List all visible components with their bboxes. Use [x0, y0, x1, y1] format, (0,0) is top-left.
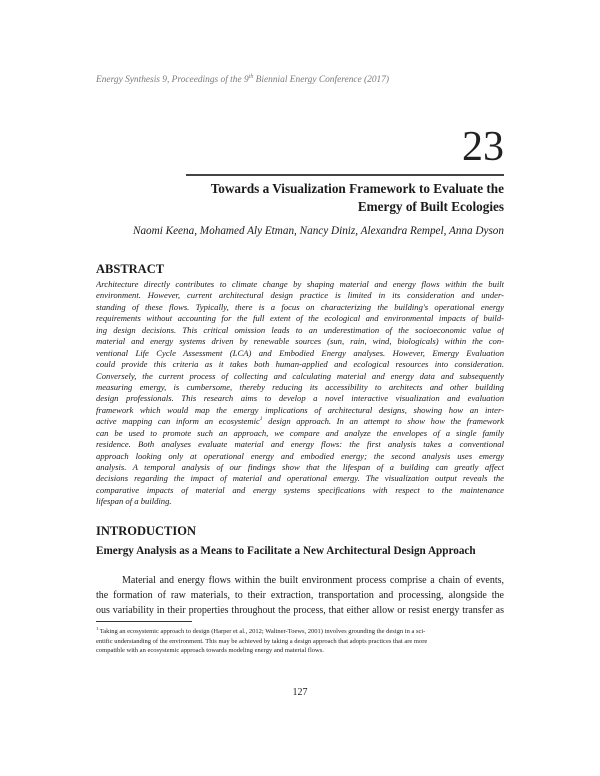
abstract-body	[96, 279, 504, 508]
abstract-line: Conversely, the current process of collecting and calculating material and energy data and subsequently	[96, 370, 504, 381]
abstract-line: ventional Life Cycle Assessment (LCA) and Embodied Energy analyses. However, Emergy Evaluation	[96, 347, 504, 358]
body-paragraph	[96, 574, 504, 618]
footnote-line: compatible with an ecosystemic approach towards modeling energy and material flows.	[96, 647, 324, 655]
abstract-line: environment. However, current architectural design practice is limited in its consideration and under-	[96, 290, 504, 301]
abstract-line: Architecture directly contributes to climate change by shaping material and energy flows within the built	[96, 279, 504, 289]
footnote-line	[96, 627, 504, 637]
footnote-text: Taking an ecosystemic approach to design (Harper et al., 2012; Waltner-Toews, 2001) involves grounding the design in a sci-	[98, 628, 426, 635]
footnote	[96, 627, 504, 656]
footnote-divider	[96, 621, 192, 622]
abstract-line: framework which would map the emergy implications of architectural designs, showing how an inter-	[96, 404, 504, 415]
abstract-line: analysis. A temporal analysis of our findings show that the lifespan of a building can greatly affect	[96, 462, 504, 472]
abstract-line: material and energy systems driven by renewable sources (sun, rain, wind, biologicals) within the con-	[96, 336, 504, 347]
paper-title	[144, 180, 504, 216]
abstract-text: design approach. In an attempt to show how the framework	[262, 416, 504, 427]
abstract-line: decisions regarding the impact of material and operational emergy. The visualization output reveals the	[96, 473, 504, 484]
running-head-text: Energy Synthesis 9, Proceedings of the 9	[96, 75, 249, 86]
body-line: ous variability in their properties throughout the process, that either allow or resist energy transfer as	[96, 604, 504, 616]
author-list: Naomi Keena, Mohamed Aly Etman, Nancy Diniz, Alexandra Rempel, Anna Dyson	[133, 225, 504, 237]
abstract-line: standing of these flows. Typically, there is a focus on characterizing the building's operational energy	[96, 301, 504, 312]
abstract-heading: ABSTRACT	[96, 262, 165, 276]
abstract-text: active mapping can inform an ecosystemic	[96, 416, 260, 427]
chapter-number: 23	[462, 124, 504, 170]
abstract-line: requirements without accounting for the full extent of the ecological and environmental impacts of build-	[96, 313, 504, 324]
introduction-heading: INTRODUCTION	[96, 524, 197, 538]
abstract-line-last: lifespan of a building.	[96, 496, 172, 507]
section-subheading: Emergy Analysis as a Means to Facilitate a New Architectural Design Approach	[96, 545, 476, 557]
abstract-line: residence. Both analyses evaluate material and energy flows: the first analysis takes a conventional	[96, 439, 504, 450]
page-number: 127	[292, 687, 308, 698]
running-head	[96, 74, 516, 85]
abstract-line: measuring emergy, is cumbersome, thereby reducing its accessibility to architects and other building	[96, 381, 504, 392]
running-head-superscript: th	[248, 74, 254, 80]
body-line: the formation of raw materials, to their extraction, transportation and processing, alongside the	[96, 589, 504, 601]
footnote-reference[interactable]: 1	[259, 416, 263, 423]
chapter-divider	[186, 174, 504, 176]
abstract-line: ing design decisions. This critical omission leads to an underestimation of the socioeconomic value of	[96, 324, 504, 335]
abstract-line: could provide this criteria as it takes both human-applied and ecological resources into consideration.	[96, 359, 504, 370]
body-line: Material and energy flows within the built environment process comprise a chain of events,	[122, 575, 504, 586]
paper-title-line: Emergy of Built Ecologies	[357, 199, 504, 214]
footnote-line: entific understanding of the environment. This may be achieved by taking a design approach that adopts practices that are more	[96, 637, 428, 645]
abstract-line: comparative impacts of material and energy systems specifications with respect to the maintenance	[96, 484, 504, 495]
paper-title-line: Towards a Visualization Framework to Evaluate the	[210, 181, 504, 196]
abstract-line: approach looking only at operational energy and embodied energy; the second analysis uses emergy	[96, 450, 504, 461]
abstract-line: design professionals. This research aims to develop a novel interactive visualization and evaluation	[96, 393, 504, 404]
abstract-line-with-footnote-ref	[96, 416, 504, 427]
running-head-text-end: Biennial Energy Conference (2017)	[253, 75, 390, 86]
abstract-line: can be used to promote such an approach, we compare and analyze the envelopes of a single family	[96, 427, 504, 438]
footnote-mark: 1	[96, 627, 99, 631]
